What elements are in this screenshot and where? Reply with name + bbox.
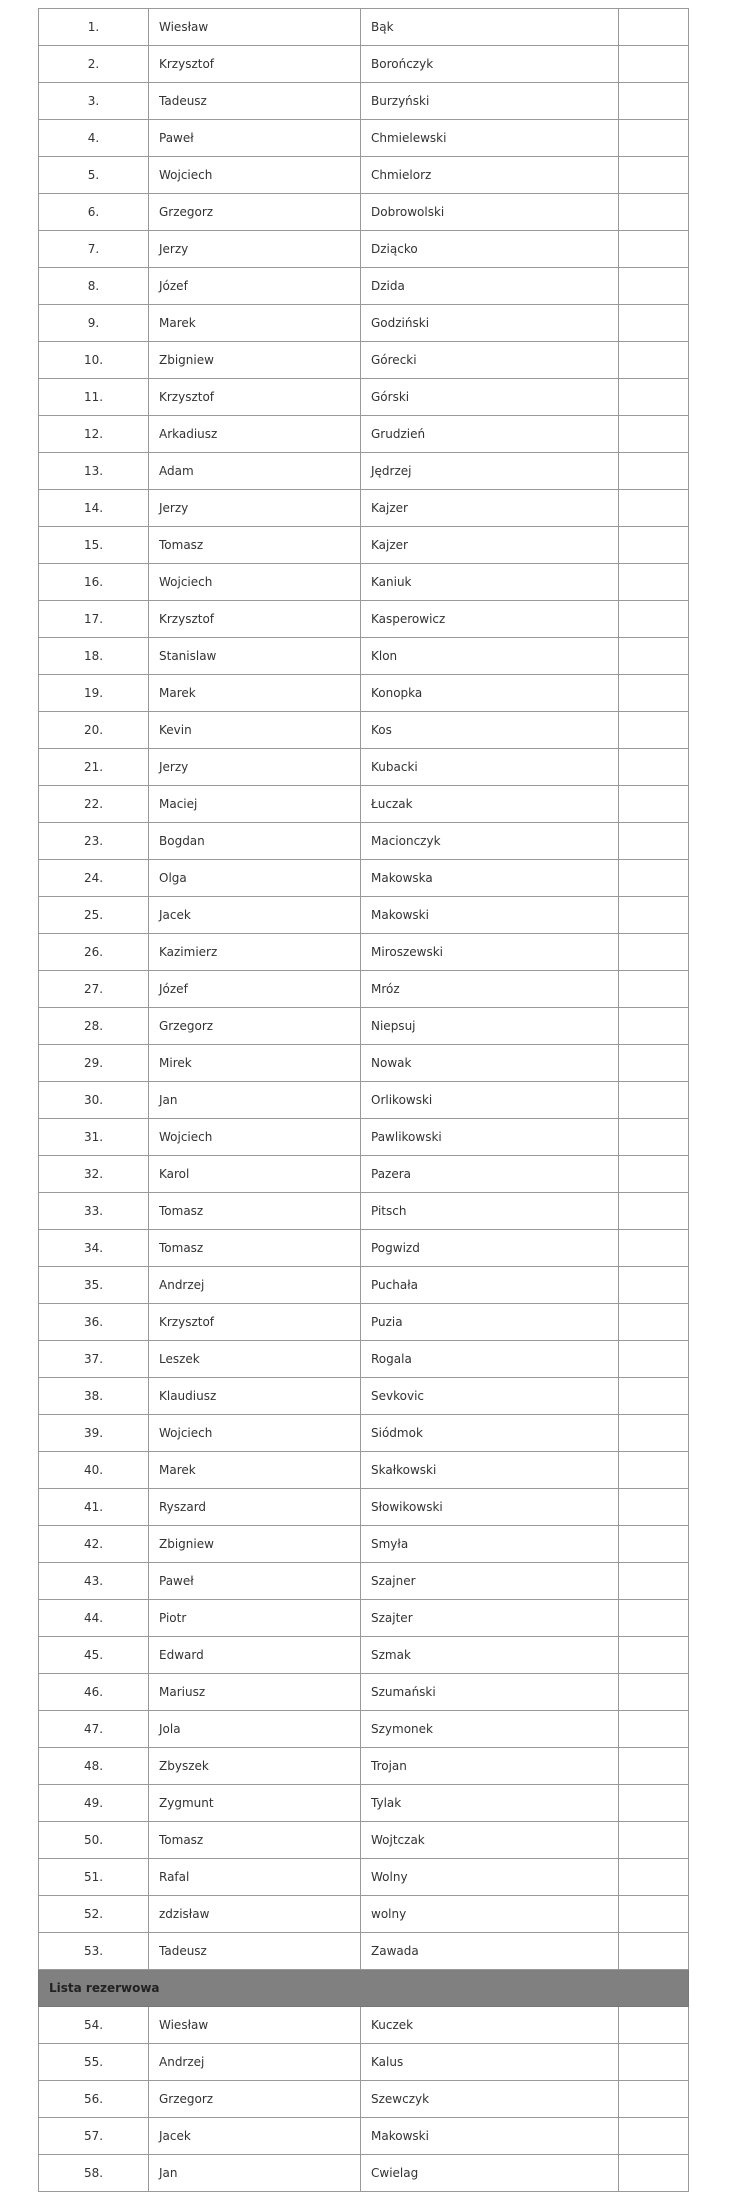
row-number: 36. [39, 1304, 149, 1341]
table-row [39, 194, 689, 231]
empty-cell [619, 1045, 689, 1082]
first-name-cell: Jola [149, 1711, 361, 1748]
empty-cell [619, 1526, 689, 1563]
row-number: 37. [39, 1341, 149, 1378]
last-name-cell: Kasperowicz [361, 601, 619, 638]
empty-cell [619, 1452, 689, 1489]
row-number: 28. [39, 1008, 149, 1045]
table-row [39, 897, 689, 934]
empty-cell [619, 1637, 689, 1674]
table-row [39, 342, 689, 379]
last-name-cell: Szajter [361, 1600, 619, 1637]
row-number: 30. [39, 1082, 149, 1119]
table-row [39, 1304, 689, 1341]
first-name-cell: Wojciech [149, 564, 361, 601]
row-number: 15. [39, 527, 149, 564]
empty-cell [619, 2044, 689, 2081]
row-number: 18. [39, 638, 149, 675]
table-row [39, 1896, 689, 1933]
row-number: 22. [39, 786, 149, 823]
first-name-cell: Jerzy [149, 749, 361, 786]
last-name-cell: Pazera [361, 1156, 619, 1193]
last-name-cell: Łuczak [361, 786, 619, 823]
participants-list-container [38, 8, 688, 2192]
empty-cell [619, 157, 689, 194]
row-number: 8. [39, 268, 149, 305]
last-name-cell: Dziącko [361, 231, 619, 268]
participants-table [38, 8, 689, 2192]
last-name-cell: Trojan [361, 1748, 619, 1785]
table-row [39, 749, 689, 786]
last-name-cell: Cwielag [361, 2155, 619, 2192]
row-number: 34. [39, 1230, 149, 1267]
empty-cell [619, 1822, 689, 1859]
table-row [39, 83, 689, 120]
row-number: 13. [39, 453, 149, 490]
first-name-cell: Zbigniew [149, 1526, 361, 1563]
table-row [39, 1933, 689, 1970]
empty-cell [619, 1748, 689, 1785]
last-name-cell: Słowikowski [361, 1489, 619, 1526]
empty-cell [619, 934, 689, 971]
empty-cell [619, 675, 689, 712]
last-name-cell: Orlikowski [361, 1082, 619, 1119]
first-name-cell: Tadeusz [149, 83, 361, 120]
empty-cell [619, 712, 689, 749]
table-row [39, 1600, 689, 1637]
last-name-cell: Kuczek [361, 2007, 619, 2044]
empty-cell [619, 46, 689, 83]
first-name-cell: Piotr [149, 1600, 361, 1637]
last-name-cell: Makowska [361, 860, 619, 897]
empty-cell [619, 194, 689, 231]
row-number: 44. [39, 1600, 149, 1637]
last-name-cell: Borończyk [361, 46, 619, 83]
last-name-cell: Szymonek [361, 1711, 619, 1748]
table-row [39, 1119, 689, 1156]
row-number: 45. [39, 1637, 149, 1674]
last-name-cell: wolny [361, 1896, 619, 1933]
first-name-cell: Paweł [149, 1563, 361, 1600]
first-name-cell: Wojciech [149, 1415, 361, 1452]
last-name-cell: Puchała [361, 1267, 619, 1304]
row-number: 52. [39, 1896, 149, 1933]
table-row [39, 379, 689, 416]
last-name-cell: Skałkowski [361, 1452, 619, 1489]
row-number: 6. [39, 194, 149, 231]
last-name-cell: Makowski [361, 897, 619, 934]
first-name-cell: Zygmunt [149, 1785, 361, 1822]
row-number: 43. [39, 1563, 149, 1600]
last-name-cell: Wolny [361, 1859, 619, 1896]
last-name-cell: Pawlikowski [361, 1119, 619, 1156]
last-name-cell: Sevkovic [361, 1378, 619, 1415]
table-row [39, 1711, 689, 1748]
row-number: 48. [39, 1748, 149, 1785]
empty-cell [619, 416, 689, 453]
last-name-cell: Kajzer [361, 490, 619, 527]
table-row [39, 564, 689, 601]
row-number: 42. [39, 1526, 149, 1563]
table-row [39, 1230, 689, 1267]
empty-cell [619, 1896, 689, 1933]
last-name-cell: Kajzer [361, 527, 619, 564]
main-list-body [39, 9, 689, 1970]
first-name-cell: Wojciech [149, 1119, 361, 1156]
row-number: 58. [39, 2155, 149, 2192]
last-name-cell: Chmielewski [361, 120, 619, 157]
last-name-cell: Konopka [361, 675, 619, 712]
table-row [39, 1341, 689, 1378]
first-name-cell: Tomasz [149, 1822, 361, 1859]
table-row [39, 1637, 689, 1674]
first-name-cell: Grzegorz [149, 194, 361, 231]
last-name-cell: Chmielorz [361, 157, 619, 194]
table-row [39, 120, 689, 157]
empty-cell [619, 2118, 689, 2155]
first-name-cell: Tomasz [149, 1193, 361, 1230]
empty-cell [619, 2007, 689, 2044]
last-name-cell: Szumański [361, 1674, 619, 1711]
row-number: 23. [39, 823, 149, 860]
row-number: 27. [39, 971, 149, 1008]
first-name-cell: Kevin [149, 712, 361, 749]
first-name-cell: Maciej [149, 786, 361, 823]
last-name-cell: Smyła [361, 1526, 619, 1563]
empty-cell [619, 1933, 689, 1970]
first-name-cell: Jerzy [149, 231, 361, 268]
row-number: 39. [39, 1415, 149, 1452]
empty-cell [619, 1230, 689, 1267]
table-row [39, 1415, 689, 1452]
table-row [39, 675, 689, 712]
first-name-cell: Leszek [149, 1341, 361, 1378]
empty-cell [619, 342, 689, 379]
row-number: 29. [39, 1045, 149, 1082]
last-name-cell: Rogala [361, 1341, 619, 1378]
first-name-cell: Wojciech [149, 157, 361, 194]
first-name-cell: Tomasz [149, 527, 361, 564]
table-row [39, 2007, 689, 2044]
empty-cell [619, 1563, 689, 1600]
first-name-cell: Andrzej [149, 2044, 361, 2081]
row-number: 33. [39, 1193, 149, 1230]
empty-cell [619, 2081, 689, 2118]
empty-cell [619, 1674, 689, 1711]
last-name-cell: Górski [361, 379, 619, 416]
empty-cell [619, 786, 689, 823]
empty-cell [619, 971, 689, 1008]
empty-cell [619, 749, 689, 786]
first-name-cell: Jacek [149, 2118, 361, 2155]
first-name-cell: Arkadiusz [149, 416, 361, 453]
last-name-cell: Niepsuj [361, 1008, 619, 1045]
first-name-cell: Karol [149, 1156, 361, 1193]
empty-cell [619, 1600, 689, 1637]
row-number: 50. [39, 1822, 149, 1859]
empty-cell [619, 1415, 689, 1452]
table-row [39, 638, 689, 675]
last-name-cell: Mróz [361, 971, 619, 1008]
last-name-cell: Dzida [361, 268, 619, 305]
first-name-cell: Mariusz [149, 1674, 361, 1711]
table-row [39, 9, 689, 46]
empty-cell [619, 453, 689, 490]
last-name-cell: Kalus [361, 2044, 619, 2081]
table-row [39, 490, 689, 527]
empty-cell [619, 897, 689, 934]
table-row [39, 1156, 689, 1193]
table-row [39, 934, 689, 971]
row-number: 24. [39, 860, 149, 897]
last-name-cell: Szewczyk [361, 2081, 619, 2118]
first-name-cell: zdzisław [149, 1896, 361, 1933]
empty-cell [619, 2155, 689, 2192]
empty-cell [619, 1008, 689, 1045]
first-name-cell: Tadeusz [149, 1933, 361, 1970]
empty-cell [619, 1785, 689, 1822]
empty-cell [619, 601, 689, 638]
empty-cell [619, 823, 689, 860]
table-row [39, 1674, 689, 1711]
last-name-cell: Tylak [361, 1785, 619, 1822]
empty-cell [619, 1341, 689, 1378]
row-number: 25. [39, 897, 149, 934]
table-row [39, 305, 689, 342]
table-row [39, 1008, 689, 1045]
row-number: 3. [39, 83, 149, 120]
row-number: 49. [39, 1785, 149, 1822]
empty-cell [619, 1304, 689, 1341]
first-name-cell: Jan [149, 2155, 361, 2192]
first-name-cell: Olga [149, 860, 361, 897]
row-number: 56. [39, 2081, 149, 2118]
first-name-cell: Józef [149, 268, 361, 305]
first-name-cell: Jerzy [149, 490, 361, 527]
first-name-cell: Wiesław [149, 2007, 361, 2044]
table-row [39, 416, 689, 453]
table-row [39, 1267, 689, 1304]
reserve-list-body [39, 2007, 689, 2192]
reserve-section-body [39, 1970, 689, 2007]
first-name-cell: Wiesław [149, 9, 361, 46]
empty-cell [619, 860, 689, 897]
last-name-cell: Bąk [361, 9, 619, 46]
table-row [39, 1859, 689, 1896]
last-name-cell: Pitsch [361, 1193, 619, 1230]
last-name-cell: Kaniuk [361, 564, 619, 601]
last-name-cell: Dobrowolski [361, 194, 619, 231]
last-name-cell: Puzia [361, 1304, 619, 1341]
first-name-cell: Jacek [149, 897, 361, 934]
table-row [39, 1526, 689, 1563]
table-row [39, 1045, 689, 1082]
last-name-cell: Pogwizd [361, 1230, 619, 1267]
row-number: 41. [39, 1489, 149, 1526]
table-row [39, 823, 689, 860]
last-name-cell: Burzyński [361, 83, 619, 120]
table-row [39, 1378, 689, 1415]
last-name-cell: Kos [361, 712, 619, 749]
first-name-cell: Bogdan [149, 823, 361, 860]
first-name-cell: Józef [149, 971, 361, 1008]
table-row [39, 712, 689, 749]
row-number: 9. [39, 305, 149, 342]
empty-cell [619, 1119, 689, 1156]
row-number: 55. [39, 2044, 149, 2081]
row-number: 38. [39, 1378, 149, 1415]
row-number: 35. [39, 1267, 149, 1304]
row-number: 1. [39, 9, 149, 46]
table-row [39, 601, 689, 638]
table-row [39, 1785, 689, 1822]
row-number: 51. [39, 1859, 149, 1896]
row-number: 21. [39, 749, 149, 786]
first-name-cell: Krzysztof [149, 379, 361, 416]
empty-cell [619, 9, 689, 46]
first-name-cell: Ryszard [149, 1489, 361, 1526]
first-name-cell: Paweł [149, 120, 361, 157]
last-name-cell: Grudzień [361, 416, 619, 453]
last-name-cell: Jędrzej [361, 453, 619, 490]
last-name-cell: Szajner [361, 1563, 619, 1600]
empty-cell [619, 490, 689, 527]
last-name-cell: Szmak [361, 1637, 619, 1674]
last-name-cell: Miroszewski [361, 934, 619, 971]
empty-cell [619, 379, 689, 416]
first-name-cell: Edward [149, 1637, 361, 1674]
empty-cell [619, 1378, 689, 1415]
row-number: 5. [39, 157, 149, 194]
empty-cell [619, 527, 689, 564]
row-number: 19. [39, 675, 149, 712]
row-number: 54. [39, 2007, 149, 2044]
row-number: 14. [39, 490, 149, 527]
table-row [39, 1193, 689, 1230]
table-row [39, 2081, 689, 2118]
row-number: 57. [39, 2118, 149, 2155]
first-name-cell: Krzysztof [149, 1304, 361, 1341]
empty-cell [619, 268, 689, 305]
row-number: 20. [39, 712, 149, 749]
last-name-cell: Zawada [361, 1933, 619, 1970]
row-number: 2. [39, 46, 149, 83]
empty-cell [619, 1193, 689, 1230]
table-row [39, 1452, 689, 1489]
empty-cell [619, 1156, 689, 1193]
first-name-cell: Marek [149, 305, 361, 342]
first-name-cell: Krzysztof [149, 46, 361, 83]
row-number: 26. [39, 934, 149, 971]
row-number: 11. [39, 379, 149, 416]
first-name-cell: Adam [149, 453, 361, 490]
last-name-cell: Makowski [361, 2118, 619, 2155]
empty-cell [619, 231, 689, 268]
last-name-cell: Godziński [361, 305, 619, 342]
row-number: 31. [39, 1119, 149, 1156]
table-row [39, 1082, 689, 1119]
row-number: 40. [39, 1452, 149, 1489]
last-name-cell: Wojtczak [361, 1822, 619, 1859]
row-number: 53. [39, 1933, 149, 1970]
table-row [39, 1822, 689, 1859]
row-number: 46. [39, 1674, 149, 1711]
row-number: 16. [39, 564, 149, 601]
first-name-cell: Tomasz [149, 1230, 361, 1267]
table-row [39, 786, 689, 823]
table-row [39, 2118, 689, 2155]
table-row [39, 46, 689, 83]
table-row [39, 1563, 689, 1600]
row-number: 7. [39, 231, 149, 268]
empty-cell [619, 1082, 689, 1119]
first-name-cell: Stanislaw [149, 638, 361, 675]
last-name-cell: Kubacki [361, 749, 619, 786]
first-name-cell: Marek [149, 675, 361, 712]
table-row [39, 157, 689, 194]
last-name-cell: Nowak [361, 1045, 619, 1082]
table-row [39, 2044, 689, 2081]
first-name-cell: Kazimierz [149, 934, 361, 971]
row-number: 4. [39, 120, 149, 157]
empty-cell [619, 1489, 689, 1526]
reserve-list-header-row [39, 1970, 689, 2007]
first-name-cell: Zbyszek [149, 1748, 361, 1785]
empty-cell [619, 564, 689, 601]
row-number: 32. [39, 1156, 149, 1193]
first-name-cell: Andrzej [149, 1267, 361, 1304]
empty-cell [619, 305, 689, 342]
first-name-cell: Zbigniew [149, 342, 361, 379]
first-name-cell: Grzegorz [149, 1008, 361, 1045]
first-name-cell: Marek [149, 1452, 361, 1489]
row-number: 10. [39, 342, 149, 379]
table-row [39, 453, 689, 490]
table-row [39, 860, 689, 897]
first-name-cell: Mirek [149, 1045, 361, 1082]
empty-cell [619, 1267, 689, 1304]
empty-cell [619, 638, 689, 675]
table-row [39, 1748, 689, 1785]
table-row [39, 1489, 689, 1526]
reserve-list-label: Lista rezerwowa [39, 1970, 689, 2007]
first-name-cell: Klaudiusz [149, 1378, 361, 1415]
empty-cell [619, 120, 689, 157]
last-name-cell: Klon [361, 638, 619, 675]
table-row [39, 231, 689, 268]
first-name-cell: Jan [149, 1082, 361, 1119]
table-row [39, 527, 689, 564]
table-row [39, 971, 689, 1008]
first-name-cell: Rafal [149, 1859, 361, 1896]
last-name-cell: Siódmok [361, 1415, 619, 1452]
first-name-cell: Grzegorz [149, 2081, 361, 2118]
table-row [39, 268, 689, 305]
last-name-cell: Macionczyk [361, 823, 619, 860]
row-number: 17. [39, 601, 149, 638]
empty-cell [619, 83, 689, 120]
row-number: 47. [39, 1711, 149, 1748]
empty-cell [619, 1711, 689, 1748]
table-row [39, 2155, 689, 2192]
row-number: 12. [39, 416, 149, 453]
empty-cell [619, 1859, 689, 1896]
last-name-cell: Górecki [361, 342, 619, 379]
first-name-cell: Krzysztof [149, 601, 361, 638]
